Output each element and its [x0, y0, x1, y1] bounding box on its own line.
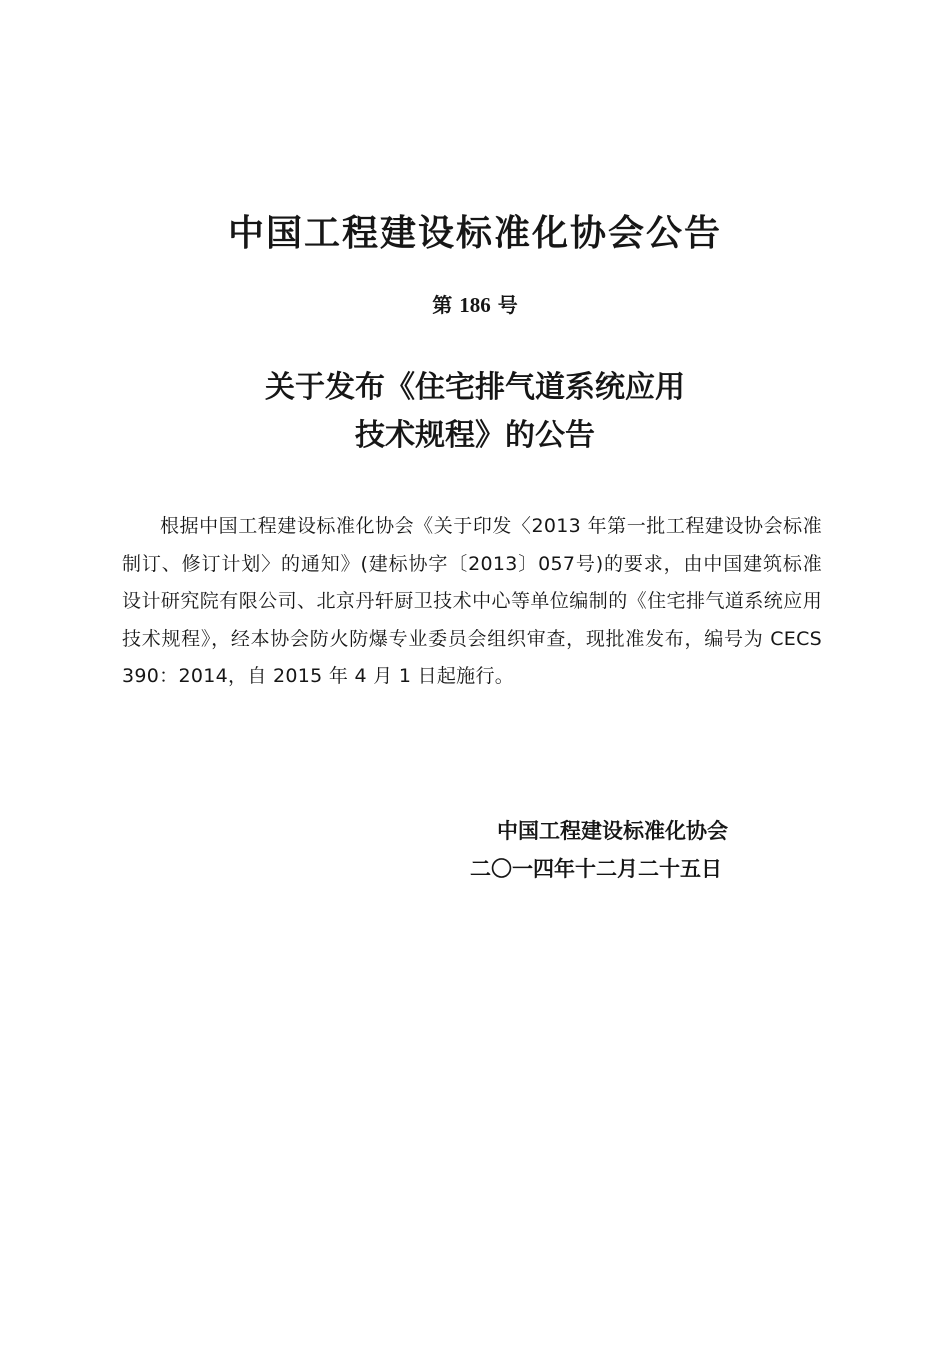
page-title: 中国工程建设标准化协会公告 — [227, 213, 722, 254]
notice-subtitle — [0, 364, 950, 460]
notice-number — [0, 290, 950, 320]
notice-number-prefix: 第 — [432, 293, 460, 317]
subtitle-line-2: 技术规程》的公告 — [355, 418, 595, 453]
signature-date: 二〇一四年十二月二十五日 — [470, 857, 722, 881]
notice-number-value: 186 — [459, 293, 491, 317]
subtitle-line-1: 关于发布《住宅排气道系统应用 — [265, 370, 685, 405]
notice-body: 根据中国工程建设标准化协会《关于印发〈2013 年第一批工程建设协会标准制订、修订计划〉的通知》(建标协字〔2013〕057号)的要求，由中国建筑标准设计研究院有限公司、北京丹轩厨卫技术中心等单位编制的《住宅排气道系统应用技术规程》，经本协会防火防爆专业委员会组织审查，现批准发布，编号为 CECS 390：2014，自 2015 年 4 月 1 日起施行。 — [122, 515, 822, 687]
signature-organization: 中国工程建设标准化协会 — [497, 819, 728, 843]
signature-block — [470, 812, 790, 888]
notice-number-suffix: 号 — [490, 293, 518, 317]
